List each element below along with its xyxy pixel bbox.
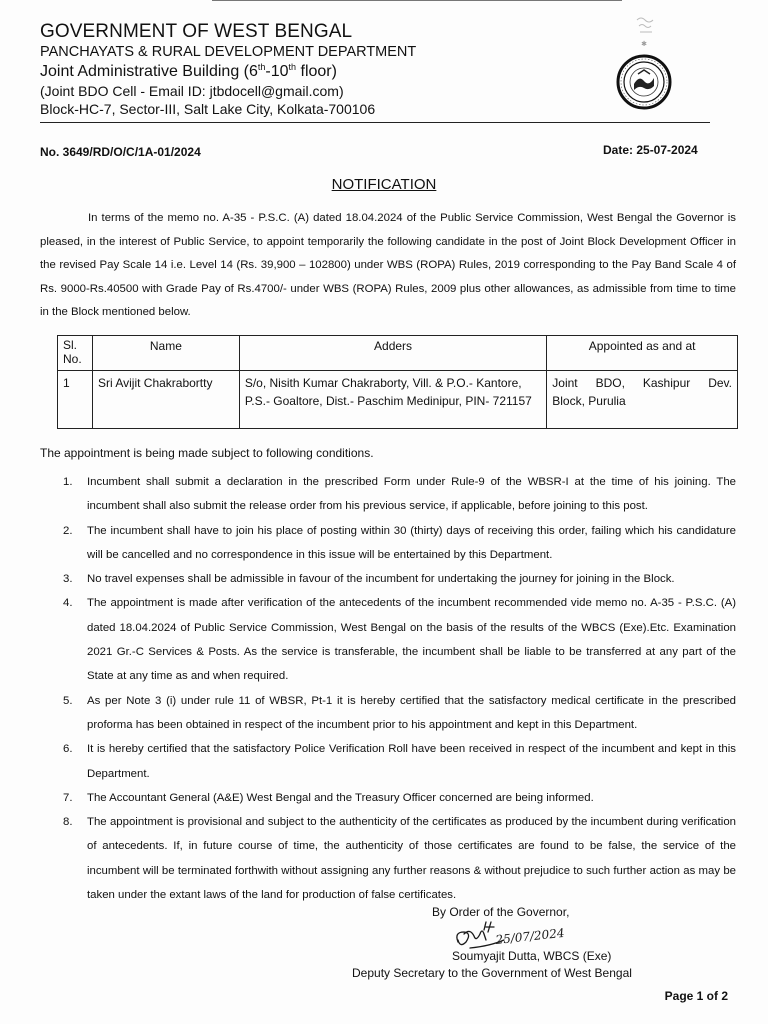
header-divider (40, 122, 710, 123)
col-header-appointed: Appointed as and at (547, 336, 738, 371)
state-emblem-icon (604, 14, 684, 114)
building-name: Joint Administrative Building (6th-10th floor) (40, 62, 337, 81)
cell-appointed: Joint BDO, Kashipur Dev. Block, Purulia (547, 370, 738, 428)
signatory-designation: Deputy Secretary to the Government of West Bengal (352, 966, 632, 980)
email-line: (Joint BDO Cell - Email ID: jtbdocell@gmail.com) (40, 82, 344, 99)
office-address: Block-HC-7, Sector-III, Salt Lake City, Kolkata-700106 (40, 100, 376, 117)
signatory-name: Soumyajit Dutta, WBCS (Exe) (452, 949, 612, 963)
list-item: 3. No travel expenses shall be admissible in favour of the incumbent for undertaking the journey for joining in the Block. (63, 573, 675, 586)
document-title: NOTIFICATION (331, 176, 437, 193)
list-item: 2. The incumbent shall have to join his place of posting within 30 (thirty) days of receiving this order, failing which his candidature will be cancelled and no correspondence in this issue will be entertained by this Department. (63, 524, 736, 561)
scan-edge-line (212, 0, 622, 1)
intro-paragraph: In terms of the memo no. A-35 - P.S.C. (A) dated 18.04.2024 of the Public Service Commission, West Bengal the Governor is pleased, in the interest of Public Service, to appoint temporarily the following candidate in the post of Joint Block Development Officer in the revised Pay Scale 14 i.e. Level 14 (Rs. 39,900 – 102800) under WBS (ROPA) Rules, 2019 corresponding to the Pay Band Scale 4 of Rs. 9000-Rs.40500 with Grade Pay of Rs.4700/- under WBS (ROPA) Rules, 2009 plus other allowances, as admissible from time to time in the Block mentioned below. (40, 212, 736, 319)
list-item: 7. The Accountant General (A&E) West Bengal and the Treasury Officer concerned are being informed. (63, 791, 594, 804)
list-item: 5. As per Note 3 (i) under rule 11 of WBSR, Pt-1 it is hereby certified that the satisfactory medical certificate in the prescribed proforma has been obtained in respect of the incumbent prior to his appointment and kept in this Department. (63, 694, 736, 731)
department-name: PANCHAYATS & RURAL DEVELOPMENT DEPARTMENT (40, 43, 417, 60)
signature-date: 25/07/2024 (494, 925, 566, 947)
col-header-address: Adders (239, 336, 546, 371)
memo-date: Date: 25-07-2024 (603, 143, 698, 157)
page-number: Page 1 of 2 (664, 989, 728, 1003)
list-item: 6. It is hereby certified that the satisfactory Police Verification Roll have been received in respect of the incumbent and kept in this Department. (63, 743, 736, 780)
list-item: 4. The appointment is made after verification of the antecedents of the incumbent recommended vide memo no. A-35 - P.S.C. (A) dated 18.04.2024 of Public Service Commission, West Bengal on the basis of the results of the WBCS (Exe).Etc. Examination 2021 Gr.-C Services & Posts. As the service is transferable, the incumbent shall be liable to be transferred at any part of the State at any time as and when required. (63, 597, 736, 683)
letterhead (40, 22, 600, 116)
list-item: 8. The appointment is provisional and subject to the authenticity of the certificates as produced by the incumbent during verification of antecedents. If, in future course of time, the authenticity of those certificates are found to be false, the service of the incumbent will be terminated forthwith without assigning any further reasons & without prejudice to such further action as may be taken under the extant laws of the land for production of false certificates. (63, 816, 736, 902)
conditions-intro: The appointment is being made subject to following conditions. (40, 446, 374, 460)
conditions-list (40, 470, 736, 907)
table-row (58, 370, 738, 428)
memo-number: No. 3649/RD/O/C/1A-01/2024 (40, 145, 201, 159)
appointment-table (57, 335, 738, 429)
col-header-sl: Sl. No. (58, 336, 93, 371)
col-header-name: Name (92, 336, 239, 371)
svg-text:✱: ✱ (641, 40, 647, 48)
government-name: GOVERNMENT OF WEST BENGAL (40, 21, 353, 42)
by-order-line: By Order of the Governor, (432, 905, 570, 919)
list-item: 1. Incumbent shall submit a declaration in the prescribed Form under Rule-9 of the WBSR-I at the time of his joining. The incumbent shall also submit the release order from his previous service, if applicable, before joining to this post. (63, 476, 736, 513)
cell-sl: 1 (58, 370, 93, 428)
table-header-row (58, 336, 738, 371)
cell-name: Sri Avijit Chakrabortty (92, 370, 239, 428)
cell-address: S/o, Nisith Kumar Chakraborty, Vill. & P.O.- Kantore, P.S.- Goaltore, Dist.- Paschim Medinipur, PIN- 721157 (239, 370, 546, 428)
